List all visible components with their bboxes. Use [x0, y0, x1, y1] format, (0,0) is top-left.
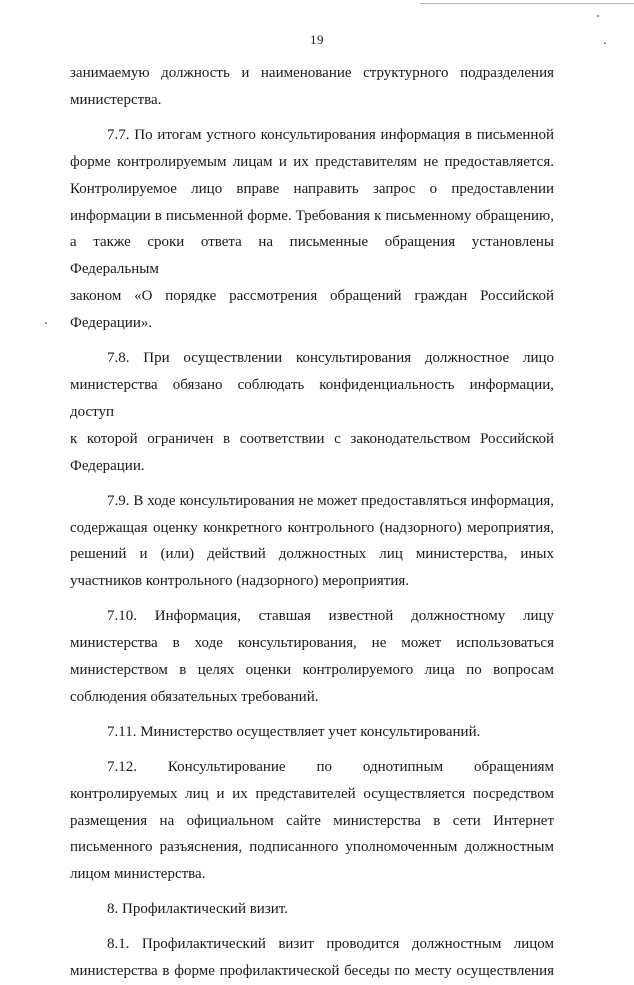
paragraph-7-9-first-line: 7.9. В ходе консультирования не может предоставляться информация, — [107, 492, 554, 509]
paragraph-7-8-first-line: 7.8. При осуществлении консультирования должностное лицо — [107, 350, 554, 367]
text-line: форме контролируемым лицам и их представителям не предоставляется. — [70, 153, 554, 170]
text-line: письменного разъяснения, подписанного уполномоченным должностным — [70, 839, 554, 856]
paragraph-7-11: 7.11. Министерство осуществляет учет консультирований. — [107, 723, 481, 740]
text-line: Федерации. — [70, 457, 145, 474]
text-line: размещения на официальном сайте министерства в сети Интернет — [70, 812, 554, 829]
text-line: занимаемую должность и наименование структурного подразделения — [70, 65, 554, 81]
text-line: соблюдения обязательных требований. — [70, 688, 319, 705]
paragraph-8-1-first-line: 8.1. Профилактический визит проводится должностным лицом — [107, 936, 554, 953]
text-line: решений и (или) действий должностных лиц министерства, иных — [70, 546, 554, 563]
text-line: содержащая оценку конкретного контрольного (надзорного) мероприятия, — [70, 519, 554, 536]
text-line: министерством в целях оценки контролируемого лица по вопросам — [70, 662, 554, 679]
paragraph-7-10-first-line: 7.10. Информация, ставшая известной должностному лицу — [107, 608, 554, 625]
text-line: Контролируемое лицо вправе направить запрос о предоставлении — [70, 180, 554, 197]
paragraph-7-7-first-line: 7.7. По итогам устного консультирования информация в письменной — [107, 126, 554, 143]
text-line: министерства в форме профилактической беседы по месту осуществления — [70, 963, 554, 980]
text-line: информации в письменной форме. Требования к письменному обращению, — [70, 207, 554, 224]
text-line: министерства в ходе консультирования, не может использоваться — [70, 635, 554, 652]
text-line: лицом министерства. — [70, 866, 206, 883]
text-line: Федерации». — [70, 315, 153, 332]
text-line: к которой ограничен в соответствии с законодательством Российской — [70, 430, 554, 447]
text-line: а также сроки ответа на письменные обращения установлены Федеральным — [70, 234, 554, 278]
scan-speck — [597, 15, 599, 17]
scan-speck — [45, 322, 47, 324]
top-edge-line — [420, 3, 634, 4]
text-line: законом «О порядке рассмотрения обращений граждан Российской — [70, 288, 554, 305]
text-line: контролируемых лиц и их представителей осуществляется посредством — [70, 785, 554, 802]
text-line: участников контрольного (надзорного) мероприятия. — [70, 573, 410, 590]
text-line: министерства обязано соблюдать конфиденциальность информации, доступ — [70, 376, 554, 420]
page-number: 19 — [310, 32, 324, 47]
paragraph-7-12-first-line: 7.12. Консультирование по однотипным обращениям — [107, 758, 554, 775]
document-body — [70, 60, 554, 985]
text-line: министерства. — [70, 91, 162, 108]
section-8-heading: 8. Профилактический визит. — [107, 901, 288, 918]
